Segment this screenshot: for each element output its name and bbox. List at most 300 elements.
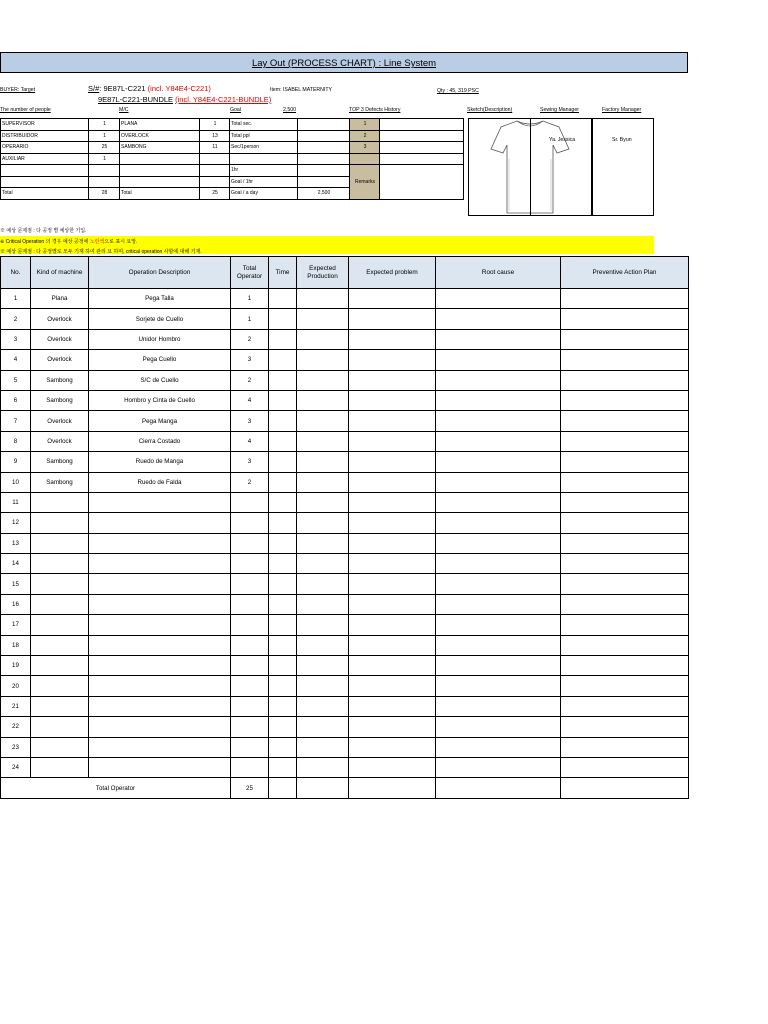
row-expected-production [297, 329, 349, 349]
row-machine: Overlock [31, 309, 89, 329]
row-operation: Sorjete de Cuello [89, 309, 231, 329]
row-machine [31, 696, 89, 716]
row-expected-production [297, 350, 349, 370]
row-expected-production [297, 717, 349, 737]
summary-machine-count: 1 [200, 119, 230, 131]
row-machine [31, 717, 89, 737]
row-expected-production [297, 472, 349, 492]
row-preventive-plan [561, 329, 689, 349]
summary-goal-label: Goal / a day [230, 188, 298, 200]
sewing-manager-name: Ya. Jessica [549, 137, 576, 143]
row-time [269, 696, 297, 716]
sketch-caption: Sketch(Description) [467, 107, 513, 113]
summary-goal-value [298, 119, 350, 131]
table-row [1, 289, 689, 309]
item-label: Item: ISABEL MATERNITY [270, 87, 332, 93]
summary-row [1, 165, 464, 177]
row-machine: Sambong [31, 472, 89, 492]
summary-machine: SAMBONG [120, 142, 200, 154]
row-preventive-plan [561, 696, 689, 716]
row-expected-production [297, 452, 349, 472]
row-expected-production [297, 289, 349, 309]
row-total-operator [231, 676, 269, 696]
summary-goal-value: 2,500 [298, 188, 350, 200]
summary-goal-value [298, 142, 350, 154]
row-total-operator [231, 594, 269, 614]
row-number: 7 [1, 411, 31, 431]
row-root-cause [436, 635, 561, 655]
note-line-2b: 노란색 [89, 239, 105, 245]
row-total-operator: 2 [231, 472, 269, 492]
style-line-1: S/#: 9E87L-C221 (incl. Y84E4-C221) [88, 84, 211, 93]
row-total-operator [231, 656, 269, 676]
table-row [1, 737, 689, 757]
row-number: 23 [1, 737, 31, 757]
row-time [269, 676, 297, 696]
row-operation: Pega Manga [89, 411, 231, 431]
row-root-cause [436, 757, 561, 777]
summary-machine-count: 11 [200, 142, 230, 154]
summary-role: AUXILIAR [1, 153, 89, 165]
buyer-label: BUYER: Target [0, 87, 36, 93]
row-time [269, 594, 297, 614]
row-time [269, 533, 297, 553]
summary-goal-label: Total ppl [230, 130, 298, 142]
summary-count: 1 [89, 130, 120, 142]
row-time [269, 431, 297, 451]
defect-description [380, 130, 464, 142]
row-operation: Ruedo de Manga [89, 452, 231, 472]
remarks-value [380, 165, 464, 200]
note-line-2 [0, 238, 137, 245]
note-line-3a: ※ 예상 문제점 : 다 공정별로 모두 기재 하여 관리 요 하며, [0, 249, 125, 255]
row-number: 5 [1, 370, 31, 390]
row-total-operator [231, 757, 269, 777]
row-root-cause [436, 554, 561, 574]
table-row [1, 411, 689, 431]
footer-preventive-plan [561, 778, 689, 798]
table-row [1, 431, 689, 451]
row-number: 8 [1, 431, 31, 451]
row-time [269, 717, 297, 737]
row-total-operator: 3 [231, 452, 269, 472]
row-expected-problem [349, 329, 436, 349]
row-operation: Pega Cuello [89, 350, 231, 370]
row-root-cause [436, 309, 561, 329]
summary-goal-label: Goal / 1hr [230, 176, 298, 188]
defect-description [380, 119, 464, 131]
defect-description [380, 142, 464, 154]
row-operation: Hombro y Cinta de Cuello [89, 390, 231, 410]
header-operation: Operation Description [89, 257, 231, 289]
row-machine [31, 533, 89, 553]
row-root-cause [436, 574, 561, 594]
row-root-cause [436, 696, 561, 716]
row-expected-problem [349, 513, 436, 533]
row-total-operator [231, 492, 269, 512]
table-row [1, 533, 689, 553]
table-row [1, 390, 689, 410]
row-time [269, 370, 297, 390]
row-operation [89, 574, 231, 594]
row-total-operator [231, 696, 269, 716]
row-number: 16 [1, 594, 31, 614]
summary-goal-value [298, 153, 350, 165]
row-operation [89, 676, 231, 696]
row-number: 17 [1, 615, 31, 635]
mc-caption: M/C [119, 107, 129, 113]
row-number: 21 [1, 696, 31, 716]
row-preventive-plan [561, 411, 689, 431]
row-expected-production [297, 615, 349, 635]
summary-machine: PLANA [120, 119, 200, 131]
table-row [1, 513, 689, 533]
summary-machine: OVERLOCK [120, 130, 200, 142]
row-root-cause [436, 390, 561, 410]
row-expected-production [297, 656, 349, 676]
row-number: 20 [1, 676, 31, 696]
table-row [1, 635, 689, 655]
row-expected-problem [349, 411, 436, 431]
defect-spacer-desc [380, 153, 464, 165]
row-expected-problem [349, 289, 436, 309]
row-expected-production [297, 309, 349, 329]
row-operation [89, 717, 231, 737]
row-expected-problem [349, 492, 436, 512]
row-expected-problem [349, 350, 436, 370]
row-root-cause [436, 289, 561, 309]
header-expected-production: Expected Production [297, 257, 349, 289]
row-root-cause [436, 717, 561, 737]
row-preventive-plan [561, 737, 689, 757]
row-operation [89, 737, 231, 757]
row-expected-problem [349, 696, 436, 716]
row-expected-problem [349, 533, 436, 553]
row-expected-problem [349, 757, 436, 777]
row-time [269, 554, 297, 574]
row-root-cause [436, 370, 561, 390]
row-expected-production [297, 594, 349, 614]
header-no: No. [1, 257, 31, 289]
row-time [269, 757, 297, 777]
row-expected-problem [349, 656, 436, 676]
row-total-operator [231, 737, 269, 757]
summary-machine [120, 176, 200, 188]
row-total-operator: 2 [231, 329, 269, 349]
title-text: Lay Out (PROCESS CHART) : Line System [251, 58, 437, 69]
row-machine: Sambong [31, 390, 89, 410]
table-row [1, 574, 689, 594]
row-expected-production [297, 696, 349, 716]
summary-machine-count [200, 165, 230, 177]
row-root-cause [436, 737, 561, 757]
row-expected-problem [349, 615, 436, 635]
row-operation [89, 533, 231, 553]
row-machine [31, 594, 89, 614]
people-caption: The number of people [0, 107, 51, 113]
row-preventive-plan [561, 656, 689, 676]
row-total-operator: 4 [231, 431, 269, 451]
header-total-operator: Total Operator [231, 257, 269, 289]
row-number: 4 [1, 350, 31, 370]
row-number: 10 [1, 472, 31, 492]
summary-row [1, 119, 464, 131]
row-machine [31, 513, 89, 533]
row-time [269, 350, 297, 370]
row-preventive-plan [561, 717, 689, 737]
summary-row [1, 142, 464, 154]
remarks-label: Remarks [350, 165, 380, 200]
row-expected-problem [349, 309, 436, 329]
style-number-1: 9E87L-C221 [103, 84, 146, 93]
summary-goal-label: Total sec. [230, 119, 298, 131]
goal-caption: Goal [230, 107, 241, 113]
row-machine [31, 757, 89, 777]
row-expected-problem [349, 635, 436, 655]
row-expected-production [297, 635, 349, 655]
page-title [0, 52, 688, 73]
footer-expected-problem [349, 778, 436, 798]
row-machine: Plana [31, 289, 89, 309]
row-operation [89, 696, 231, 716]
row-operation [89, 492, 231, 512]
row-preventive-plan [561, 757, 689, 777]
row-operation [89, 757, 231, 777]
row-time [269, 452, 297, 472]
header-root-cause: Root cause [436, 257, 561, 289]
summary-count: 28 [89, 188, 120, 200]
summary-machine-count [200, 153, 230, 165]
table-row [1, 554, 689, 574]
row-time [269, 656, 297, 676]
table-row [1, 492, 689, 512]
defects-caption: TOP 3 Defects History [349, 107, 401, 113]
table-row [1, 350, 689, 370]
row-total-operator [231, 635, 269, 655]
table-row [1, 309, 689, 329]
row-preventive-plan [561, 289, 689, 309]
row-expected-problem [349, 472, 436, 492]
note-line-3b: critical operation [125, 249, 163, 255]
summary-role: DISTRIBUIDOR [1, 130, 89, 142]
row-number: 3 [1, 329, 31, 349]
note-line-2a: ※ Critical Operation 의 경우 예상 공정에 [0, 239, 89, 245]
defect-number: 1 [350, 119, 380, 131]
defect-number: 2 [350, 130, 380, 142]
row-number: 9 [1, 452, 31, 472]
summary-goal-label: 1hr [230, 165, 298, 177]
factory-manager-caption: Factory Manager [602, 107, 642, 113]
row-operation [89, 656, 231, 676]
summary-goal-label: Sec/1person [230, 142, 298, 154]
footer-label: Total Operator [1, 778, 231, 798]
table-row [1, 594, 689, 614]
row-root-cause [436, 329, 561, 349]
row-expected-production [297, 390, 349, 410]
row-expected-production [297, 370, 349, 390]
summary-machine-count: 25 [200, 188, 230, 200]
table-row [1, 452, 689, 472]
row-total-operator: 1 [231, 289, 269, 309]
row-root-cause [436, 492, 561, 512]
note-line-3 [0, 248, 202, 255]
row-preventive-plan [561, 513, 689, 533]
summary-count [89, 176, 120, 188]
row-expected-production [297, 676, 349, 696]
row-time [269, 472, 297, 492]
summary-role [1, 176, 89, 188]
row-total-operator: 2 [231, 370, 269, 390]
row-expected-problem [349, 452, 436, 472]
row-preventive-plan [561, 635, 689, 655]
factory-manager-box [592, 118, 654, 216]
row-machine [31, 656, 89, 676]
summary-count: 1 [89, 153, 120, 165]
qty-label: Qty : 45, 319 PSC [437, 88, 479, 94]
row-time [269, 329, 297, 349]
table-row [1, 472, 689, 492]
summary-machine-count: 13 [200, 130, 230, 142]
header-expected-problem: Expected problem [349, 257, 436, 289]
row-root-cause [436, 533, 561, 553]
row-time [269, 737, 297, 757]
row-preventive-plan [561, 350, 689, 370]
row-root-cause [436, 411, 561, 431]
summary-machine [120, 165, 200, 177]
row-expected-problem [349, 594, 436, 614]
row-preventive-plan [561, 554, 689, 574]
footer-total: 25 [231, 778, 269, 798]
row-expected-problem [349, 737, 436, 757]
summary-count: 1 [89, 119, 120, 131]
row-expected-production [297, 513, 349, 533]
row-expected-production [297, 411, 349, 431]
row-time [269, 289, 297, 309]
row-number: 19 [1, 656, 31, 676]
row-preventive-plan [561, 309, 689, 329]
row-preventive-plan [561, 452, 689, 472]
row-expected-problem [349, 574, 436, 594]
summary-table [0, 118, 464, 200]
row-total-operator [231, 533, 269, 553]
row-preventive-plan [561, 676, 689, 696]
style-incl-2: (incl. Y84E4-C221-BUNDLE) [175, 95, 272, 104]
summary-row [1, 130, 464, 142]
row-machine [31, 554, 89, 574]
header-machine: Kind of machine [31, 257, 89, 289]
row-operation: S/C de Cuello [89, 370, 231, 390]
note-line-3c: 사항에 대해 기재. [163, 249, 202, 255]
row-root-cause [436, 431, 561, 451]
row-machine [31, 737, 89, 757]
row-preventive-plan [561, 594, 689, 614]
row-expected-production [297, 431, 349, 451]
summary-goal-value [298, 130, 350, 142]
table-row [1, 329, 689, 349]
style-line-2 [98, 95, 271, 104]
table-row [1, 370, 689, 390]
row-root-cause [436, 594, 561, 614]
table-header-row [1, 257, 689, 289]
style-incl-1: (incl. Y84E4-C221) [147, 84, 211, 93]
row-number: 14 [1, 554, 31, 574]
style-number-2: 9E87L-C221-BUNDLE [98, 95, 174, 104]
footer-expected-production [297, 778, 349, 798]
defect-spacer [350, 153, 380, 165]
summary-machine [120, 153, 200, 165]
table-row [1, 717, 689, 737]
row-time [269, 513, 297, 533]
footer-root-cause [436, 778, 561, 798]
row-time [269, 492, 297, 512]
sewing-manager-caption: Sewing Manager [540, 107, 579, 113]
summary-goal-value [298, 176, 350, 188]
row-machine [31, 615, 89, 635]
row-preventive-plan [561, 390, 689, 410]
style-label: S/# [88, 84, 100, 93]
row-operation: Ruedo de Falda [89, 472, 231, 492]
table-row [1, 615, 689, 635]
footer-time [269, 778, 297, 798]
row-number: 1 [1, 289, 31, 309]
row-root-cause [436, 350, 561, 370]
row-expected-problem [349, 554, 436, 574]
row-preventive-plan [561, 492, 689, 512]
row-operation [89, 615, 231, 635]
row-expected-production [297, 574, 349, 594]
row-expected-production [297, 757, 349, 777]
row-time [269, 635, 297, 655]
summary-machine: Total [120, 188, 200, 200]
row-root-cause [436, 656, 561, 676]
row-machine: Overlock [31, 350, 89, 370]
row-number: 11 [1, 492, 31, 512]
table-row [1, 757, 689, 777]
row-number: 12 [1, 513, 31, 533]
table-row [1, 696, 689, 716]
summary-count: 25 [89, 142, 120, 154]
row-machine: Overlock [31, 329, 89, 349]
row-machine: Overlock [31, 411, 89, 431]
table-row [1, 656, 689, 676]
row-number: 13 [1, 533, 31, 553]
row-expected-production [297, 737, 349, 757]
row-number: 2 [1, 309, 31, 329]
row-machine [31, 574, 89, 594]
table-row [1, 676, 689, 696]
summary-count [89, 165, 120, 177]
sewing-manager-box [530, 118, 592, 216]
defect-number: 3 [350, 142, 380, 154]
row-preventive-plan [561, 370, 689, 390]
row-total-operator [231, 615, 269, 635]
row-preventive-plan [561, 574, 689, 594]
summary-goal-label [230, 153, 298, 165]
row-expected-problem [349, 431, 436, 451]
table-footer-row [1, 778, 689, 798]
row-operation: Pega Talla [89, 289, 231, 309]
row-expected-production [297, 554, 349, 574]
summary-machine-count [200, 176, 230, 188]
summary-role: Total [1, 188, 89, 200]
row-expected-production [297, 533, 349, 553]
row-expected-problem [349, 370, 436, 390]
row-time [269, 615, 297, 635]
row-root-cause [436, 452, 561, 472]
row-operation [89, 635, 231, 655]
row-total-operator: 4 [231, 390, 269, 410]
summary-row [1, 153, 464, 165]
